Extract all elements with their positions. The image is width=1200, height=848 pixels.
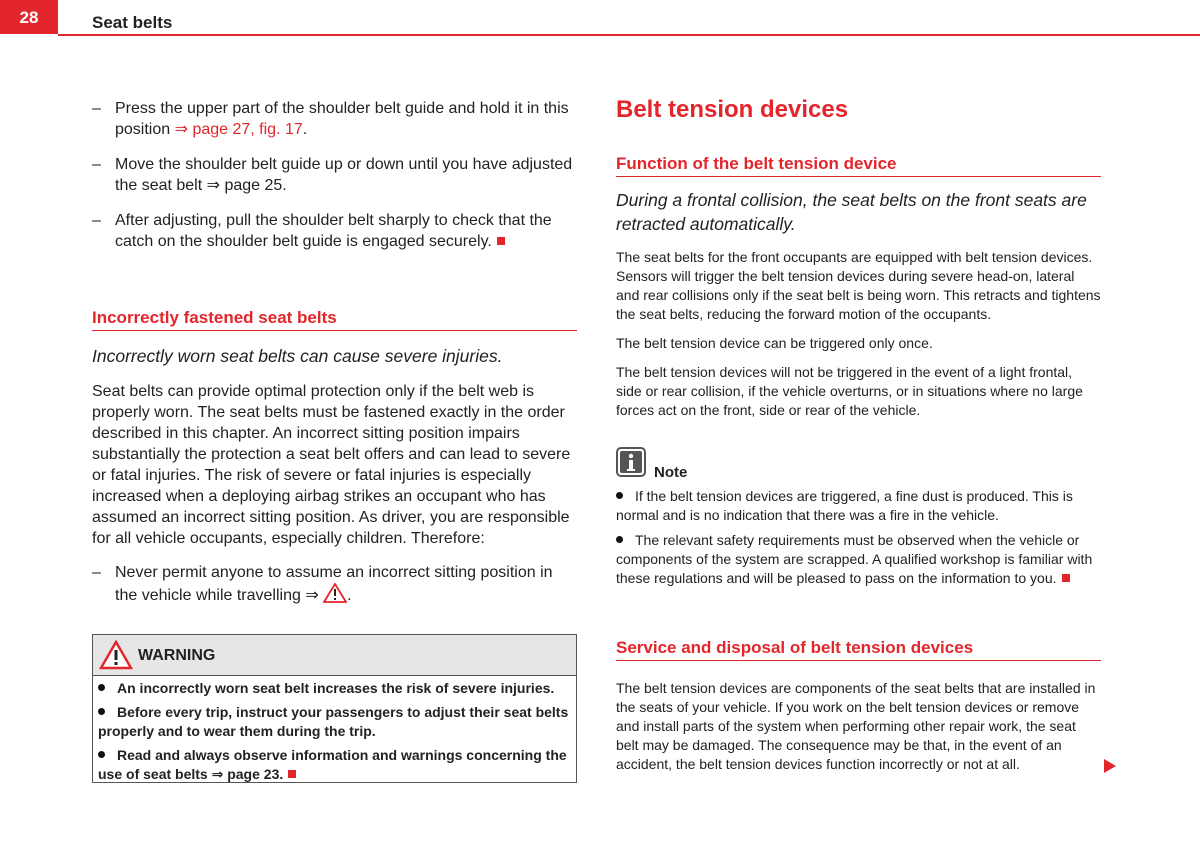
warning-item: Read and always observe information and warnings concerning the use of seat belts ⇒ page 23. [98, 747, 567, 782]
warning-triangle-icon [99, 640, 133, 670]
step-item: – Press the upper part of the shoulder belt guide and hold it in this position ⇒ page 27, fig. 17. [92, 100, 569, 138]
chapter-title: Belt tension devices [616, 96, 849, 123]
note-item: If the belt tension devices are triggered, a fine dust is produced. This is normal and is no indication that there was a fire in the vehicle. [616, 488, 1073, 523]
body-text: The belt tension device can be triggered only once. [616, 335, 933, 351]
step-item: – After adjusting, pull the shoulder belt sharply to check that the catch on the shoulder belt guide is engaged securely. [92, 212, 552, 250]
running-header: Seat belts [92, 13, 173, 32]
step-text: Press the upper part of the shoulder belt guide and hold it in this position [115, 100, 569, 138]
continue-arrow-icon[interactable] [1104, 759, 1116, 773]
step-item: – Move the shoulder belt guide up or down until you have adjusted the seat belt ⇒ page 25. [92, 156, 573, 194]
end-marker [497, 237, 505, 245]
section-heading: Service and disposal of belt tension devices [616, 638, 1101, 661]
left-column [92, 98, 577, 620]
step-text: Move the shoulder belt guide up or down until you have adjusted the seat belt ⇒ page 25. [115, 156, 573, 194]
warning-item: An incorrectly worn seat belt increases the risk of severe injuries. [98, 679, 571, 698]
note-header [616, 447, 1101, 482]
end-marker [288, 770, 296, 778]
warning-body [93, 676, 576, 784]
section-heading: Incorrectly fastened seat belts [92, 308, 577, 331]
lead-text: Incorrectly worn seat belts can cause severe injuries. [92, 346, 503, 366]
body-text: The seat belts for the front occupants are equipped with belt tension devices. Sensors will trigger the belt tension devices during severe head-on, lateral and rear collisions only if the seat belt is being worn. This retracts and tightens the seat belts, reducing the forward motion of the occupants. [616, 249, 1101, 322]
step-text: After adjusting, pull the shoulder belt sharply to check that the catch on the shoulder belt guide is engaged securely. [115, 212, 552, 250]
body-text: The belt tension devices are components of the seat belts that are installed in the seats of your vehicle. If you work on the belt tension devices or remove and install parts of the system when performing other repair work, the seat belt may be damaged. The consequence may be that, in the event of an accident, the belt tension devices function incorrectly or not at all. [616, 680, 1096, 772]
page-number: 28 [0, 0, 58, 34]
page-ref-link[interactable]: ⇒ page 27, fig. 17 [174, 121, 303, 138]
body-text: The belt tension devices will not be triggered in the event of a light frontal, side or rear collision, if the vehicle overturns, or in situations where no large forces act on the front, side or rear of the vehicle. [616, 364, 1083, 418]
warning-title: WARNING [138, 647, 216, 664]
lead-text: During a frontal collision, the seat belts on the front seats are retracted automatically. [616, 190, 1087, 234]
body-text: Seat belts can provide optimal protection only if the belt web is properly worn. The seat belts must be fastened exactly in the order described in this chapter. An incorrect sitting position impairs substantially the protection a seat belt offers and can lead to severe or fatal injuries. The risk of severe or fatal injuries is especially increased when a deploying airbag strikes an occupant who has assumed an incorrect sitting position. As driver, you are responsible for all vehicle occupants, especially children. Therefore: [92, 383, 571, 547]
step-text: Never permit anyone to assume an incorrect sitting position in the vehicle while travelling ⇒ [115, 564, 553, 604]
section-heading: Function of the belt tension device [616, 154, 1101, 177]
warning-triangle-icon[interactable] [323, 583, 347, 603]
right-column [616, 96, 1101, 774]
note-item: The relevant safety requirements must be observed when the vehicle or components of the system are scrapped. A qualified workshop is familiar with these regulations and will be pleased to pass on the information to you. [616, 532, 1093, 586]
warning-box [92, 634, 577, 783]
end-marker [1062, 574, 1070, 582]
warning-item: Before every trip, instruct your passengers to adjust their seat belts properly and to wear them during the trip. [98, 704, 569, 739]
header-rule [58, 34, 1200, 36]
step-item: – Never permit anyone to assume an incorrect sitting position in the vehicle while travelling ⇒ . [92, 564, 553, 604]
note-title: Note [654, 464, 688, 481]
warning-header [93, 635, 576, 676]
info-note-icon [616, 447, 646, 482]
